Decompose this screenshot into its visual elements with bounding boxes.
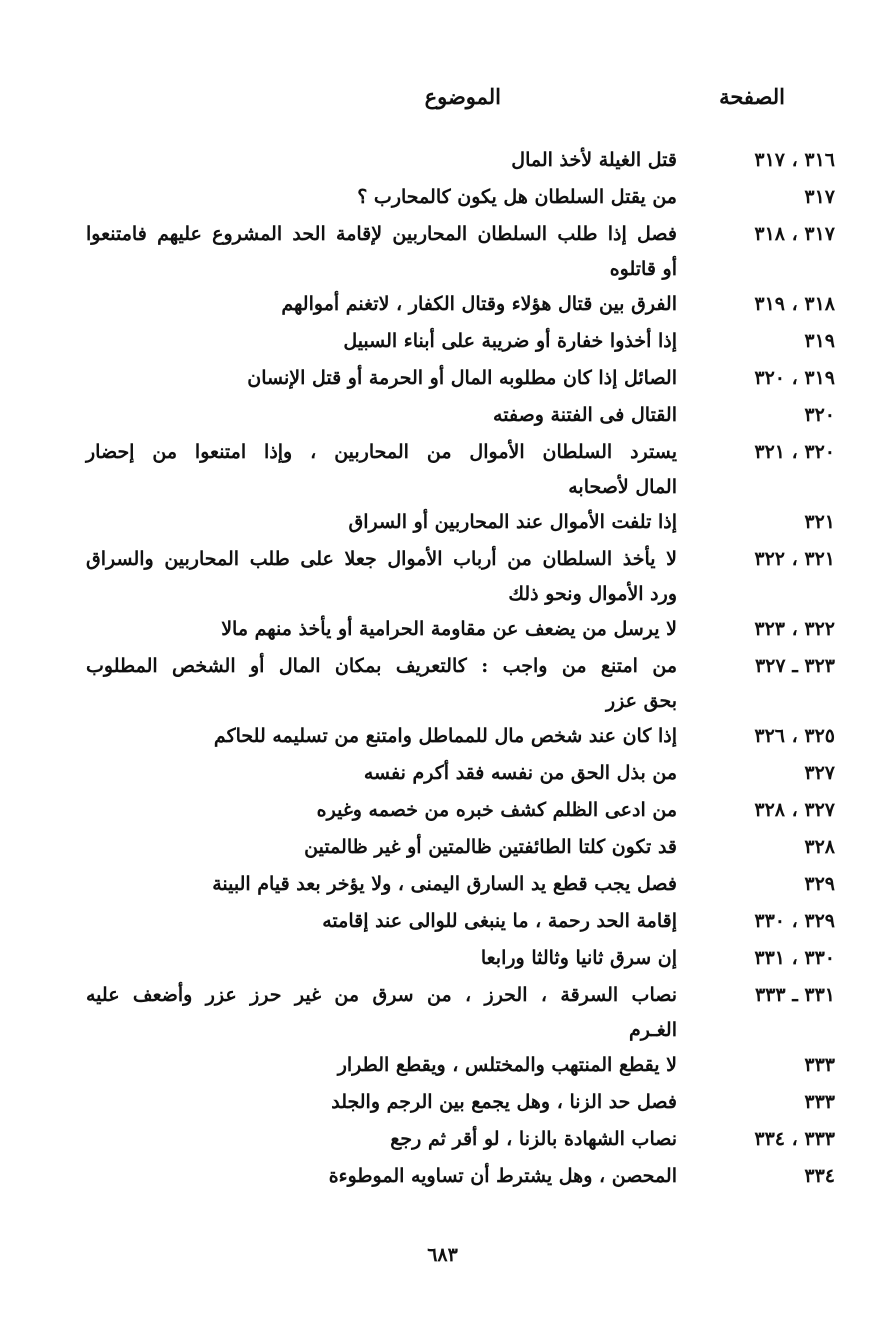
index-entry-continuation bbox=[0, 471, 885, 504]
index-entry bbox=[0, 718, 885, 755]
index-entry bbox=[0, 977, 885, 1014]
index-entry bbox=[0, 648, 885, 685]
index-entry bbox=[0, 1047, 885, 1084]
entry-topic: الصائل إذا كان مطلوبه المال أو الحرمة أو قتل الإنسان bbox=[247, 367, 677, 389]
entry-page-range: ٣٢٠ bbox=[804, 404, 835, 426]
entry-page-range: ٣٢١ ، ٣٢٢ bbox=[754, 548, 835, 570]
index-entries bbox=[0, 142, 885, 1195]
index-entry bbox=[0, 829, 885, 866]
entry-topic: من يقتل السلطان هل يكون كالمحارب ؟ bbox=[357, 186, 677, 208]
index-entry bbox=[0, 903, 885, 940]
entry-page-range: ٣٣٣ bbox=[804, 1054, 835, 1076]
entry-topic: فصل يجب قطع يد السارق اليمنى ، ولا يؤخر بعد قيام البينة bbox=[212, 873, 677, 895]
entry-page-range: ٣٢٣ ـ ٣٢٧ bbox=[754, 655, 835, 677]
entry-page-range: ٣٢٢ ، ٣٢٣ bbox=[754, 618, 835, 640]
entry-topic: إن سرق ثانيا وثالثا ورابعا bbox=[480, 947, 677, 969]
entry-topic: نصاب السرقة ، الحرز ، من سرق من غير حرز عزر وأضعف عليه bbox=[86, 984, 677, 1006]
entry-page-range: ٣١٦ ، ٣١٧ bbox=[754, 149, 835, 171]
topic-column-heading: الموضوع bbox=[424, 84, 501, 109]
entry-page-range: ٣١٩ bbox=[804, 330, 835, 352]
page-column-heading: الصفحة bbox=[719, 84, 785, 109]
index-entry-continuation bbox=[0, 578, 885, 611]
entry-topic: من بذل الحق من نفسه فقد أكرم نفسه bbox=[363, 762, 677, 784]
entry-topic: إذا تلفت الأموال عند المحاربين أو السراق bbox=[348, 511, 677, 533]
entry-page-range: ٣٣٣ ، ٣٣٤ bbox=[754, 1128, 835, 1150]
entry-topic: الفرق بين قتال هؤلاء وقتال الكفار ، لاتغنم أموالهم bbox=[281, 293, 677, 315]
entry-page-range: ٣٢٩ ، ٣٣٠ bbox=[754, 910, 835, 932]
entry-topic: الغـرم bbox=[628, 1019, 677, 1041]
entry-topic: لا يرسل من يضعف عن مقاومة الحرامية أو يأخذ منهم مالا bbox=[221, 618, 677, 640]
index-entry bbox=[0, 397, 885, 434]
entry-topic: فصل إذا طلب السلطان المحاربين لإقامة الحد المشروع عليهم فامتنعوا bbox=[86, 223, 677, 245]
page-number: ٦٨٣ bbox=[427, 1244, 458, 1266]
entry-topic: قد تكون كلتا الطائفتين ظالمتين أو غير ظالمتين bbox=[304, 836, 677, 858]
index-entry bbox=[0, 179, 885, 216]
entry-topic: لا يأخذ السلطان من أرباب الأموال جعلا على طلب المحاربين والسراق bbox=[86, 548, 677, 570]
entry-page-range: ٣٢١ bbox=[804, 511, 835, 533]
entry-topic: بحق عزر bbox=[605, 690, 677, 712]
entry-topic: إقامة الحد رحمة ، ما ينبغى للوالى عند إقامته bbox=[322, 910, 677, 932]
index-entry bbox=[0, 323, 885, 360]
index-entry bbox=[0, 504, 885, 541]
index-entry bbox=[0, 286, 885, 323]
entry-topic: لا يقطع المنتهب والمختلس ، ويقطع الطرار bbox=[337, 1054, 677, 1076]
index-entry bbox=[0, 1121, 885, 1158]
entry-topic: من امتنع من واجب : كالتعريف بمكان المال أو الشخص المطلوب bbox=[86, 655, 677, 677]
entry-page-range: ٣٢٥ ، ٣٢٦ bbox=[754, 725, 835, 747]
index-entry bbox=[0, 755, 885, 792]
entry-topic: قتل الغيلة لأخذ المال bbox=[511, 149, 677, 171]
entry-topic: إذا كان عند شخص مال للمماطل وامتنع من تسليمه للحاكم bbox=[213, 725, 677, 747]
index-entry bbox=[0, 434, 885, 471]
table-header bbox=[0, 84, 885, 118]
entry-page-range: ٣٣٠ ، ٣٣١ bbox=[754, 947, 835, 969]
index-entry bbox=[0, 216, 885, 253]
entry-page-range: ٣٣٣ bbox=[804, 1091, 835, 1113]
index-entry-continuation bbox=[0, 253, 885, 286]
index-entry bbox=[0, 792, 885, 829]
entry-page-range: ٣١٨ ، ٣١٩ bbox=[754, 293, 835, 315]
entry-page-range: ٣٢٨ bbox=[804, 836, 835, 858]
entry-topic: فصل حد الزنا ، وهل يجمع بين الرجم والجلد bbox=[331, 1091, 677, 1113]
index-entry-continuation bbox=[0, 1014, 885, 1047]
entry-page-range: ٣١٩ ، ٣٢٠ bbox=[754, 367, 835, 389]
entry-page-range: ٣٢٧ ، ٣٢٨ bbox=[754, 799, 835, 821]
entry-topic: القتال فى الفتنة وصفته bbox=[493, 404, 677, 426]
index-entry bbox=[0, 541, 885, 578]
entry-topic: ورد الأموال ونحو ذلك bbox=[508, 583, 677, 605]
entry-topic: إذا أخذوا خفارة أو ضريبة على أبناء السبيل bbox=[343, 330, 677, 352]
entry-page-range: ٣٢٧ bbox=[804, 762, 835, 784]
entry-page-range: ٣٢٠ ، ٣٢١ bbox=[754, 441, 835, 463]
entry-topic: المال لأصحابه bbox=[568, 476, 677, 498]
index-entry bbox=[0, 866, 885, 903]
index-entry bbox=[0, 142, 885, 179]
entry-topic: أو قاتلوه bbox=[609, 258, 677, 280]
entry-page-range: ٣١٧ ، ٣١٨ bbox=[754, 223, 835, 245]
index-entry-continuation bbox=[0, 685, 885, 718]
entry-page-range: ٣٢٩ bbox=[804, 873, 835, 895]
entry-topic: المحصن ، وهل يشترط أن تساويه الموطوءة bbox=[328, 1165, 677, 1187]
entry-page-range: ٣٣١ ـ ٣٣٣ bbox=[754, 984, 835, 1006]
entry-page-range: ٣١٧ bbox=[804, 186, 835, 208]
index-entry bbox=[0, 1084, 885, 1121]
entry-page-range: ٣٣٤ bbox=[804, 1165, 835, 1187]
index-entry bbox=[0, 940, 885, 977]
index-entry bbox=[0, 360, 885, 397]
index-entry bbox=[0, 611, 885, 648]
entry-topic: من ادعى الظلم كشف خبره من خصمه وغيره bbox=[316, 799, 677, 821]
entry-topic: نصاب الشهادة بالزنا ، لو أقر ثم رجع bbox=[390, 1128, 677, 1150]
index-entry bbox=[0, 1158, 885, 1195]
entry-topic: يسترد السلطان الأموال من المحاربين ، وإذا امتنعوا من إحضار bbox=[86, 441, 677, 463]
